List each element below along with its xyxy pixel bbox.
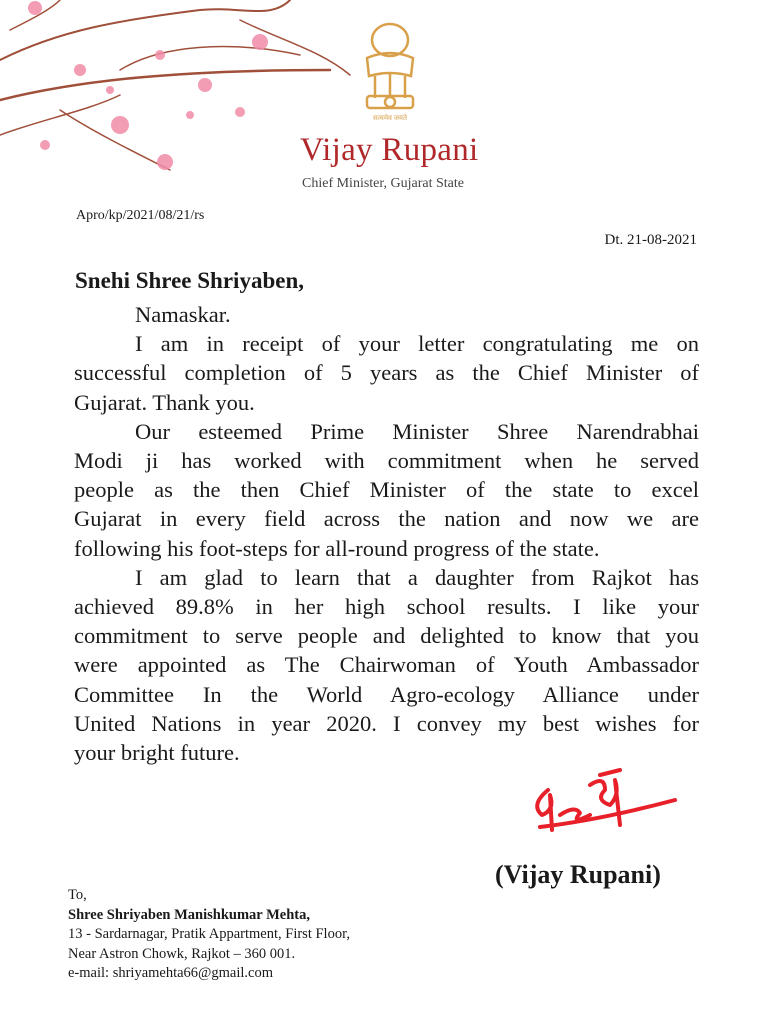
paragraph-line: commitment to serve people and delighted to know that you <box>74 623 699 649</box>
letterhead-title: Chief Minister, Gujarat State <box>302 176 464 191</box>
paragraph <box>74 417 699 563</box>
recipient-address <box>68 886 350 984</box>
paragraph-line: achieved 89.8% in her high school results. I like your <box>74 594 699 620</box>
to-label: To, <box>68 887 87 903</box>
paragraph-line: were appointed as The Chairwoman of Youth Ambassador <box>74 652 699 678</box>
signatory-name: (Vijay Rupani) <box>495 860 661 889</box>
paragraph <box>74 563 699 767</box>
paragraph-line: Committee In the World Agro-ecology Alliance under <box>74 681 699 707</box>
recipient-email: e-mail: shriyamehta66@gmail.com <box>68 965 274 981</box>
paragraph-line: people as the then Chief Minister of the state to excel <box>74 477 699 503</box>
paragraph <box>74 329 699 417</box>
paragraph-line: I am glad to learn that a daughter from Rajkot has <box>135 564 699 590</box>
handwritten-signature <box>520 765 680 845</box>
paragraph-line: following his foot-steps for all-round progress of the state. <box>74 535 600 561</box>
salutation: Snehi Shree Shriyaben, <box>75 268 304 293</box>
letter-body <box>74 300 699 767</box>
paragraph-line: Our esteemed Prime Minister Shree Narendrabhai <box>135 418 699 444</box>
paragraph-line: Gujarat in every field across the nation and now we are <box>74 506 699 532</box>
recipient-name: Shree Shriyaben Manishkumar Mehta, <box>68 906 310 923</box>
national-emblem-icon <box>355 18 425 123</box>
paragraph-line: your bright future. <box>74 740 240 766</box>
reference-number: Apro/kp/2021/08/21/rs <box>76 208 205 223</box>
paragraph-line: Gujarat. Thank you. <box>74 389 255 415</box>
paragraph-line: United Nations in year 2020. I convey my best wishes for <box>74 710 699 736</box>
svg-text:सत्यमेव जयते: सत्यमेव जयते <box>373 114 407 122</box>
letterhead-name: Vijay Rupani <box>300 132 479 168</box>
paragraph-line: Modi ji has worked with commitment when he served <box>74 448 699 474</box>
address-line-1: 13 - Sardarnagar, Pratik Appartment, First Floor, <box>68 926 350 942</box>
letter-date: Dt. 21-08-2021 <box>604 232 697 248</box>
greeting: Namaskar. <box>135 302 231 327</box>
paragraph-line: successful completion of 5 years as the Chief Minister of <box>74 360 699 386</box>
paragraph-line: I am in receipt of your letter congratulating me on <box>135 331 699 357</box>
address-line-2: Near Astron Chowk, Rajkot – 360 001. <box>68 945 296 962</box>
